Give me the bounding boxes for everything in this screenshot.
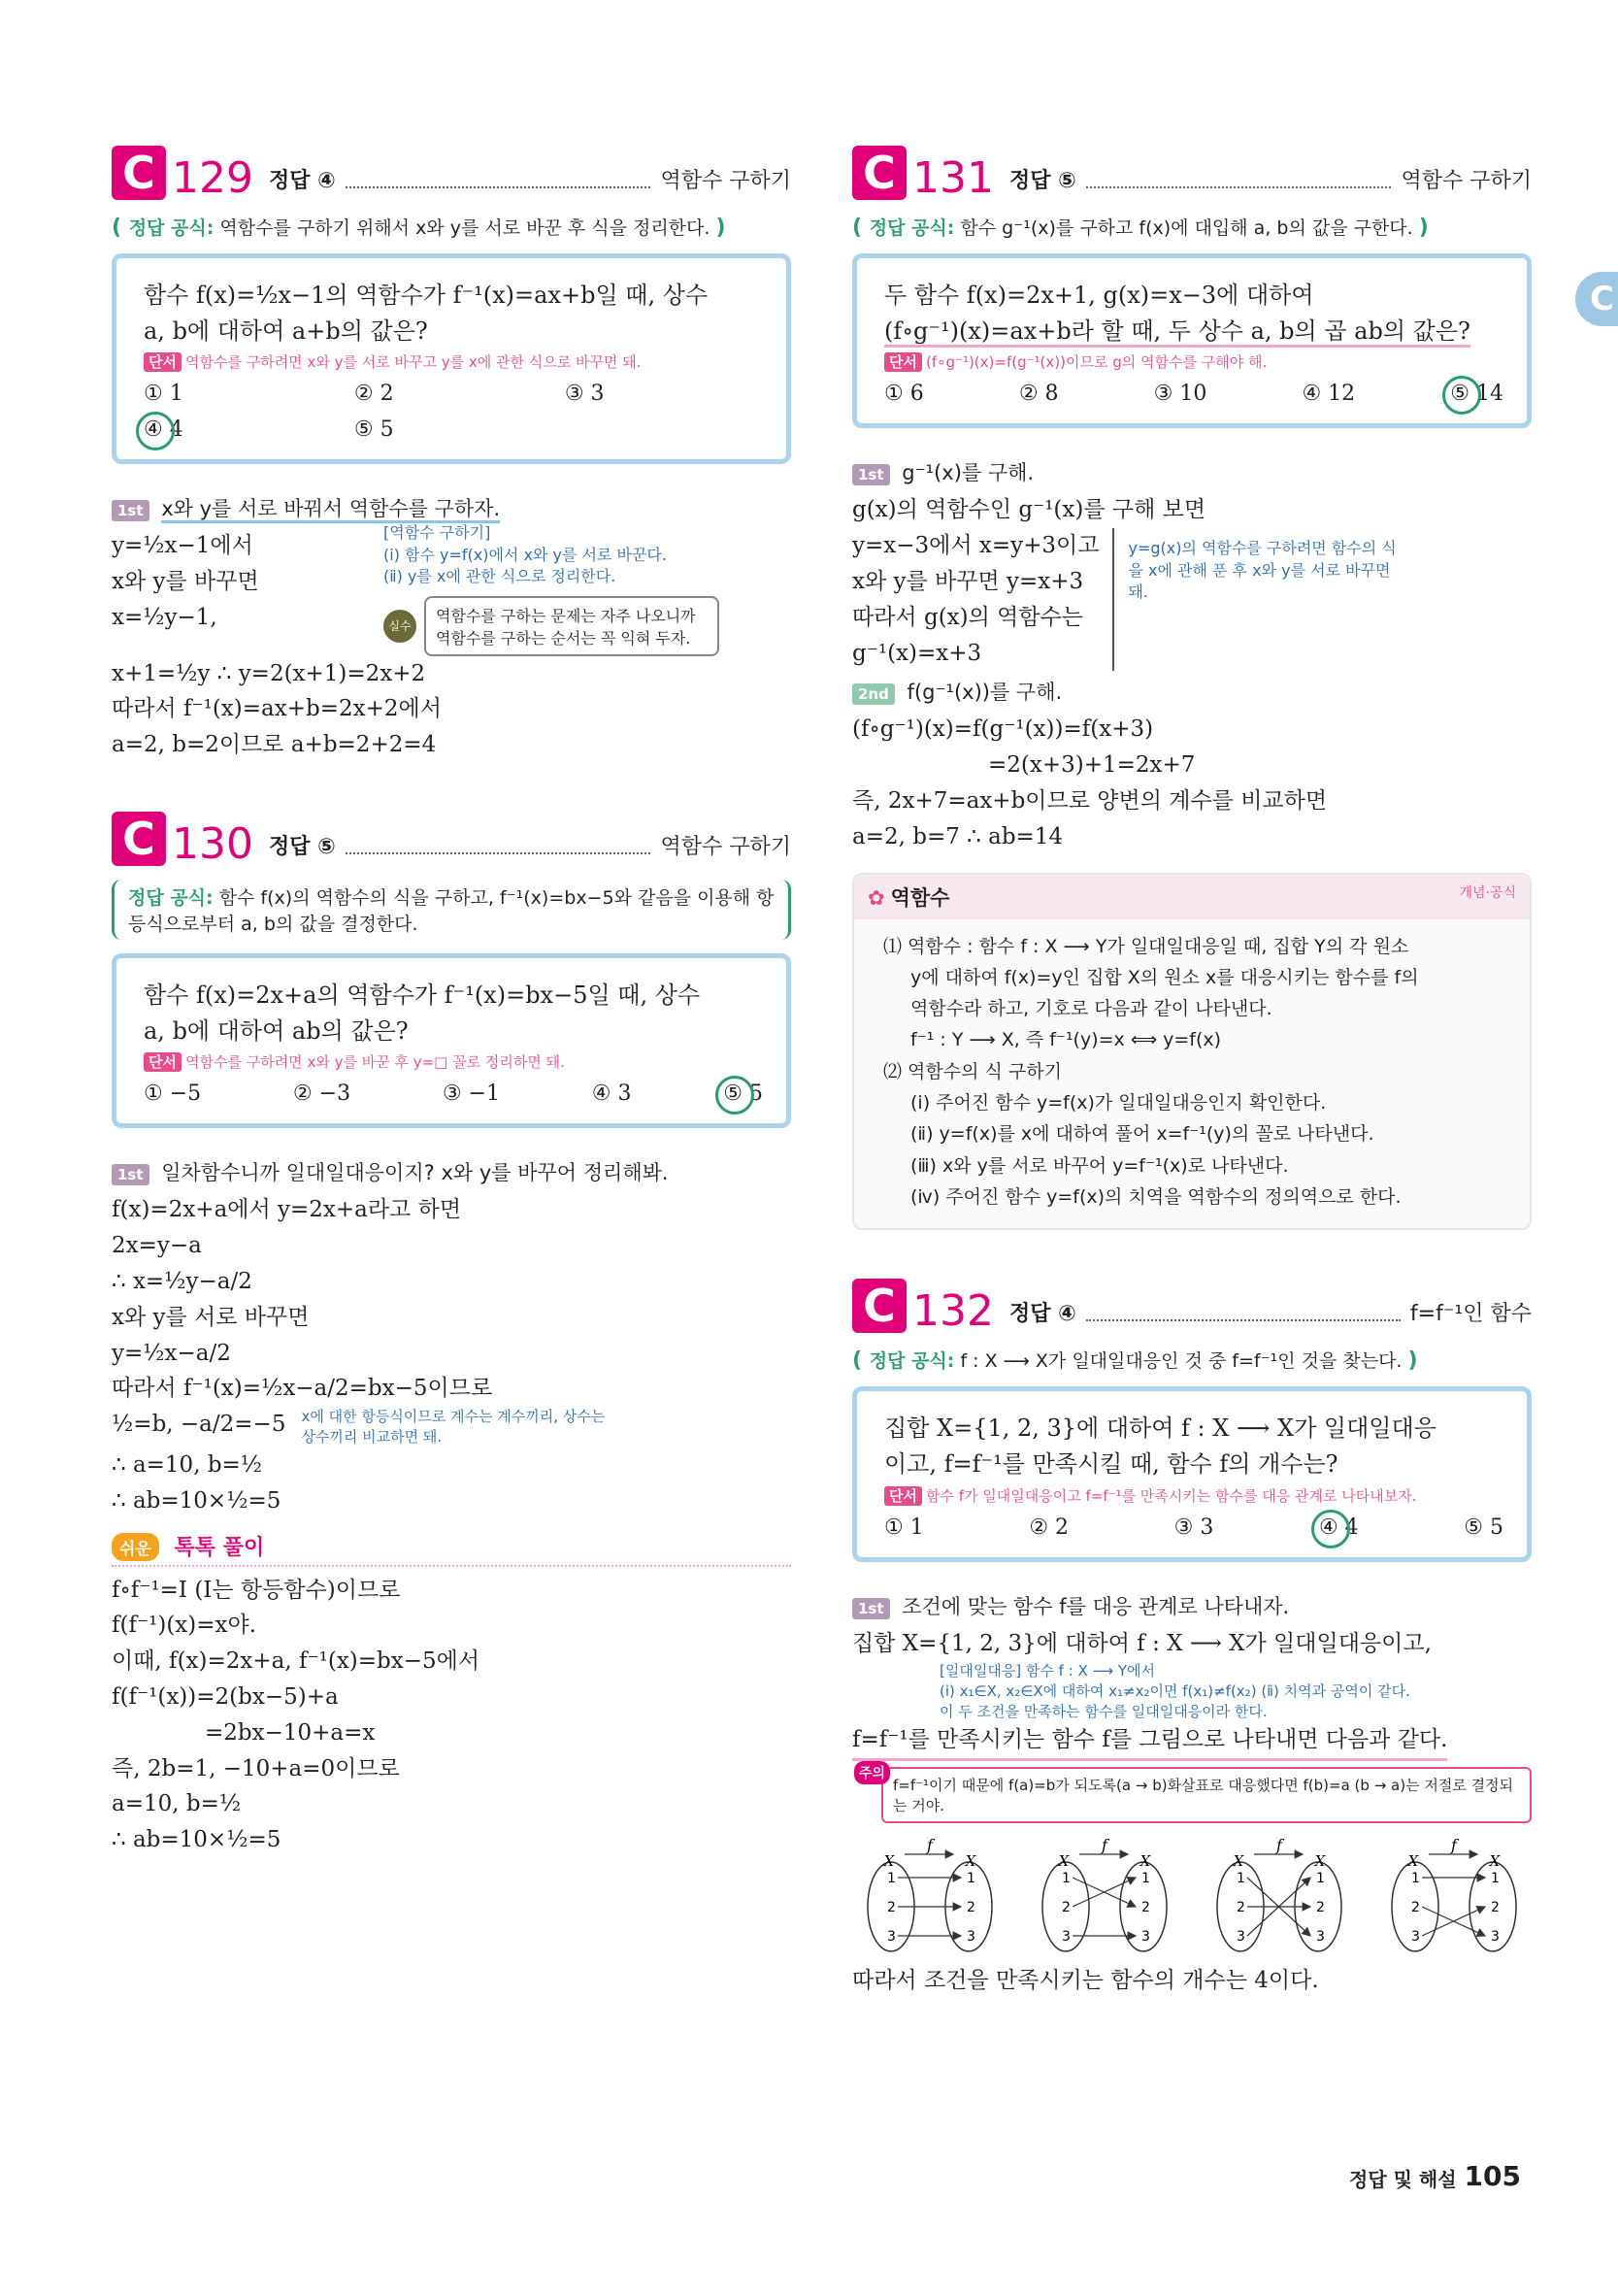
formula-text: 함수 g⁻¹(x)를 구하고 f(x)에 대입해 a, b의 값을 구한다. [960, 217, 1413, 239]
step-text: 조건에 맞는 함수 f를 대응 관계로 나타내자. [902, 1594, 1290, 1618]
sol-line: x와 y를 서로 바꾸면 [112, 1304, 310, 1330]
note-line: (ⅰ) 함수 y=f(x)에서 x와 y를 서로 바꾼다. [383, 545, 667, 564]
p131-number: 131 [912, 153, 994, 203]
step-text: f(g⁻¹(x))를 구해. [907, 681, 1063, 705]
sol-line: 따라서 f⁻¹(x)=ax+b=2x+2에서 [112, 696, 442, 722]
p129-number: 129 [172, 153, 253, 203]
sol-line: 이때, f(x)=2x+a, f⁻¹(x)=bx−5에서 [112, 1648, 480, 1675]
concept-title [868, 882, 949, 912]
p132-step1 [852, 1591, 1532, 1620]
set-label-x: X [1058, 1852, 1070, 1871]
sol-line: 2x=y−a [112, 1233, 202, 1259]
p131-step2 [852, 677, 1532, 706]
hint-text: 함수 f가 일대일대응이고 f=f⁻¹를 만족시키는 함수를 대응 관계로 나타내보자. [925, 1486, 1417, 1505]
map-label-f: f [1451, 1837, 1457, 1855]
sol-line: ∴ a=10, b=½ [112, 1452, 263, 1479]
p132-conclusion [852, 1963, 1532, 1999]
left-column [112, 136, 791, 1858]
p132-badge: C [852, 1279, 907, 1333]
mapping-diagrams [852, 1837, 1532, 1953]
right-column [852, 136, 1532, 1999]
choice: ③ 10 [1153, 382, 1207, 407]
concept-tag: 개념·공식 [1459, 884, 1516, 901]
element-label: 1 [887, 1871, 896, 1887]
step-tag: 1st [112, 1164, 149, 1185]
p130-number: 130 [172, 818, 253, 869]
note: y=g(x)의 역함수를 구하려면 함수의 식을 x에 관해 푼 후 x와 y를 서로 바꾸면 돼. [1128, 539, 1397, 601]
note [383, 522, 772, 587]
p129-side-notes [383, 522, 772, 655]
paren-open: ( [112, 216, 129, 240]
sol-line: f∘f⁻¹=I (I는 항등함수)이므로 [112, 1577, 401, 1603]
p132-number: 132 [912, 1286, 994, 1337]
sol-line: 따라서 f⁻¹(x)=½x−a/2=bx−5이므로 [112, 1376, 493, 1402]
sol-line: g(x)의 역함수인 g⁻¹(x)를 구해 보면 [852, 497, 1206, 523]
p130-answer: 정답 ⑤ [268, 834, 336, 859]
p131-formula [852, 214, 1532, 240]
choice: ③ 3 [1173, 1514, 1214, 1540]
choices [144, 1081, 763, 1106]
formula-text: 역함수를 구하기 위해서 x와 y를 서로 바꾼 후 식을 정리한다. [219, 217, 710, 239]
choice: ③ −1 [442, 1081, 500, 1107]
p129-step1 [112, 493, 791, 522]
hint-tag: 단서 [144, 1052, 182, 1072]
choice: ③ 3 [564, 382, 605, 407]
p131-header [852, 136, 1532, 203]
choice-correct: ④ 4 [1318, 1514, 1359, 1540]
element-label: 1 [1062, 1871, 1071, 1887]
element-label: 3 [887, 1929, 896, 1946]
formula-label: 정답 공식: [128, 886, 214, 909]
step-tag: 1st [852, 464, 890, 485]
p129-topic: 역함수 구하기 [660, 169, 791, 193]
paren-close: ) [715, 216, 726, 240]
sol-line: ∴ x=½y−a/2 [112, 1268, 252, 1294]
sol-line: 집합 X={1, 2, 3}에 대하여 f : X ⟶ X가 일대일대응이고, [852, 1630, 1432, 1656]
concept-header [854, 875, 1530, 919]
p131-badge: C [852, 146, 907, 200]
note: x에 대한 항등식이므로 계수는 계수끼리, 상수는 상수끼리 비교하면 돼. [301, 1408, 606, 1447]
p130-step1 [112, 1157, 791, 1186]
concept-title-text: 역함수 [890, 885, 950, 910]
choice: ① 1 [884, 1514, 924, 1540]
choice: ① 1 [144, 382, 183, 407]
element-label: 2 [1316, 1900, 1325, 1916]
p132-header [852, 1269, 1532, 1337]
element-label: 1 [1316, 1871, 1325, 1887]
set-label-x: X [1407, 1852, 1419, 1871]
p129-answer: 정답 ④ [268, 169, 336, 193]
sol-line: f(f⁻¹)(x)=x야. [112, 1613, 257, 1639]
element-label: 2 [1491, 1900, 1500, 1916]
p129-formula [112, 214, 791, 240]
p131-step1 [852, 457, 1532, 486]
problem-line [884, 314, 1503, 349]
p130-formula [112, 880, 791, 940]
p132-problem-box [852, 1386, 1532, 1561]
sol-line: y=½x−a/2 [112, 1340, 231, 1366]
mistake-text: 역함수를 구하는 문제는 자주 나오니까 역함수를 구하는 순서는 꼭 익혀 두자. [424, 596, 719, 656]
solution-lines [112, 528, 364, 655]
paren-close: ) [1407, 1348, 1418, 1374]
p130-header [112, 802, 791, 869]
note [852, 1661, 1532, 1722]
concept-line: (ⅳ) 주어진 함수 y=f(x)의 치역을 역함수의 정의역으로 한다. [910, 1185, 1402, 1208]
sol-line: =2bx−10+a=x [205, 1719, 376, 1746]
p132-formula [852, 1347, 1532, 1373]
note-line: (ⅰ) x₁∈X, x₂∈X에 대하여 x₁≠x₂이면 f(x₁)≠f(x₂) (ⅱ) 치역과 공역이 같다. [940, 1682, 1410, 1701]
hint-text: 역함수를 구하려면 x와 y를 바꾼 후 y=□ 꼴로 정리하면 돼. [184, 1053, 565, 1072]
formula-label: 정답 공식: [128, 217, 215, 239]
concept-line: f⁻¹ : Y ⟶ X, 즉 f⁻¹(y)=x ⟺ y=f(x) [910, 1029, 1222, 1051]
choice: ④ 12 [1302, 382, 1356, 407]
leader-dots [346, 852, 651, 854]
element-label: 1 [1141, 1871, 1150, 1887]
sol-line: y=½x−1에서 [112, 533, 253, 559]
choice: ⑤ 5 [1464, 1514, 1503, 1540]
choice-correct: ⑤ 14 [1450, 382, 1503, 407]
p129-solution [112, 523, 791, 655]
sol-line: f(f⁻¹(x))=2(bx−5)+a [112, 1684, 339, 1711]
formula-text: 함수 f(x)의 역함수의 식을 구하고, f⁻¹(x)=bx−5와 같음을 이용해 항등식으로부터 a, b의 값을 결정한다. [128, 886, 775, 935]
p129-badge: C [112, 146, 166, 200]
leader-dots [346, 186, 651, 188]
choice: ① −5 [144, 1081, 202, 1107]
sol-line: 따라서 조건을 만족시키는 함수의 개수는 4이다. [852, 1968, 1319, 1994]
step-text: g⁻¹(x)를 구해. [902, 461, 1035, 485]
sol-with-note [852, 528, 1532, 671]
sol-line: f=f⁻¹를 만족시키는 함수 f를 그림으로 나타내면 다음과 같다. [852, 1722, 1447, 1761]
note-line: 이 두 조건을 만족하는 함수를 일대일대응이라 한다. [940, 1703, 1268, 1721]
sol-line: 따라서 g(x)의 역함수는 [852, 604, 1084, 630]
element-label: 2 [967, 1900, 975, 1916]
set-label-x: X [1314, 1852, 1326, 1871]
step-tag: 1st [852, 1598, 890, 1619]
hint [884, 1485, 1503, 1506]
sol-line: a=10, b=½ [112, 1791, 242, 1817]
element-label: 1 [1237, 1871, 1245, 1887]
sol-line: a=2, b=2이므로 a+b=2+2=4 [112, 732, 437, 758]
step-text: x와 y를 서로 바꿔서 역함수를 구하자. [161, 497, 500, 523]
formula-label: 정답 공식: [869, 217, 955, 239]
p130-topic: 역함수 구하기 [660, 834, 791, 859]
problem-highlight: (f∘g⁻¹)(x)=ax+b라 할 때, 두 상수 a, b의 곱 ab의 값은? [884, 317, 1470, 348]
note-line: (ⅱ) y를 x에 관한 식으로 정리한다. [383, 567, 616, 586]
sol-line: ½=b, −a/2=−5 [112, 1412, 286, 1438]
problem-line: 함수 f(x)=½x−1의 역함수가 f⁻¹(x)=ax+b일 때, 상수 [144, 282, 709, 309]
p131-solution2 [852, 712, 1532, 854]
choice-correct: ④ 4 [144, 417, 342, 442]
toktok-title: 톡톡 풀이 [174, 1535, 265, 1560]
choice: ① 6 [884, 382, 924, 407]
mapping-diagram-2 [1027, 1837, 1182, 1953]
sol-with-note [112, 1407, 791, 1447]
formula-text: f : X ⟶ X가 일대일대응인 것 중 f=f⁻¹인 것을 찾는다. [960, 1350, 1403, 1373]
hint-tag: 단서 [144, 352, 182, 372]
sol-line: 즉, 2b=1, −10+a=0이므로 [112, 1755, 400, 1781]
concept-line: (ⅱ) y=f(x)를 x에 대하여 풀어 x=f⁻¹(y)의 꼴로 나타낸다. [910, 1123, 1374, 1146]
leader-dots [1086, 186, 1392, 188]
paren-close: ) [1418, 216, 1429, 240]
concept-line: (ⅰ) 주어진 함수 y=f(x)가 일대일대응인지 확인한다. [910, 1092, 1327, 1115]
formula-label: 정답 공식: [869, 1350, 955, 1373]
hint-tag: 단서 [884, 1486, 922, 1506]
element-label: 1 [1491, 1871, 1500, 1887]
paren-open: ( [852, 1348, 870, 1374]
hint-tag: 단서 [884, 352, 922, 372]
sol-bracket [852, 528, 1114, 671]
sol-line: x+1=½y ∴ y=2(x+1)=2x+2 [112, 660, 426, 686]
step-text: 일차함수니까 일대일대응이지? x와 y를 바꾸어 정리해봐. [161, 1161, 669, 1185]
leader-dots [1086, 1319, 1401, 1321]
choice-correct: ⑤ 5 [723, 1081, 763, 1107]
mistake-icon: 실수 [383, 610, 416, 643]
p131-answer: 정답 ⑤ [1008, 169, 1076, 193]
element-label: 3 [1141, 1929, 1150, 1946]
set-label-x: X [1233, 1852, 1244, 1871]
sol-line: g⁻¹(x)=x+3 [852, 640, 982, 666]
concept-body [854, 919, 1530, 1229]
element-label: 3 [967, 1929, 975, 1946]
sol-line: a=2, b=7 ∴ ab=14 [852, 823, 1064, 849]
concept-box [852, 873, 1532, 1231]
sol-line: x와 y를 바꾸면 [112, 569, 259, 595]
problem-line: 두 함수 f(x)=2x+1, g(x)=x−3에 대하여 [884, 282, 1314, 309]
toktok-badge: 쉬운 [112, 1533, 159, 1561]
choice: ② 2 [353, 382, 394, 407]
note-title: [역함수 구하기] [383, 523, 491, 543]
problem-line: 집합 X={1, 2, 3}에 대하여 f : X ⟶ X가 일대일대응 [884, 1414, 1436, 1443]
choice: ② 2 [1029, 1514, 1070, 1540]
map-label-f: f [1102, 1837, 1107, 1855]
concept-line: ⑵ 역함수의 식 구하기 [883, 1060, 1062, 1082]
choices [884, 1515, 1503, 1540]
caution-tag: 주의 [854, 1761, 890, 1784]
element-label: 2 [887, 1900, 896, 1916]
element-label: 3 [1491, 1929, 1500, 1946]
choice: ② −3 [292, 1081, 351, 1107]
page-number: 105 [1464, 2160, 1521, 2192]
problem-line: 함수 f(x)=2x+a의 역함수가 f⁻¹(x)=bx−5일 때, 상수 [144, 981, 701, 1009]
sol-line: x와 y를 바꾸면 y=x+3 [852, 568, 1084, 594]
p130-toktok-header [112, 1531, 791, 1567]
concept-line: y에 대하여 f(x)=y인 집합 X의 원소 x를 대응시키는 함수를 f의 [910, 966, 1419, 988]
choices [884, 382, 1503, 406]
element-label: 1 [1411, 1871, 1420, 1887]
concept-line: (ⅲ) x와 y를 서로 바꾸어 y=f⁻¹(x)로 나타낸다. [910, 1154, 1289, 1177]
set-label-x: X [1489, 1852, 1501, 1871]
set-label-x: X [965, 1852, 976, 1871]
p130-solution [112, 1192, 791, 1518]
element-label: 3 [1411, 1929, 1420, 1946]
p130-problem-box [112, 953, 791, 1128]
note-title: [일대일대응] 함수 f : X ⟶ Y에서 [940, 1662, 1156, 1680]
element-label: 2 [1062, 1900, 1071, 1916]
mapping-diagram-1 [852, 1837, 1007, 1953]
sol-line: ∴ ab=10×½=5 [112, 1827, 281, 1853]
p131-topic: 역함수 구하기 [1401, 169, 1532, 193]
problem-line: a, b에 대하여 ab의 값은? [144, 1017, 409, 1046]
paren-open: ( [852, 216, 870, 240]
step-tag: 1st [112, 500, 149, 521]
p132-topic: f=f⁻¹인 함수 [1409, 1302, 1532, 1327]
footer-label: 정답 및 해설 [1349, 2168, 1457, 2191]
flower-icon: ✿ [868, 885, 885, 910]
p131-problem-box [852, 253, 1532, 428]
hint [144, 351, 763, 372]
hint [144, 1051, 763, 1072]
concept-line: 역함수라 하고, 기호로 다음과 같이 나타낸다. [910, 998, 1272, 1020]
p130-toktok-solution [112, 1573, 791, 1858]
caution-text: f=f⁻¹이기 때문에 f(a)=b가 되도록(a → b)화살표로 대응했다면 f(b)=a (b → a)는 저절로 결정되는 거야. [893, 1777, 1514, 1815]
choice: ④ 3 [591, 1081, 632, 1107]
p129-header [112, 136, 791, 203]
sol-line: (f∘g⁻¹)(x)=f(g⁻¹(x))=f(x+3) [852, 716, 1154, 743]
choices [144, 382, 763, 442]
problem-line: a, b에 대하여 a+b의 값은? [144, 317, 428, 346]
p129-problem-box [112, 253, 791, 464]
page-footer [1349, 2160, 1521, 2192]
element-label: 2 [1141, 1900, 1150, 1916]
choice: ⑤ 5 [353, 417, 394, 443]
set-label-x: X [883, 1852, 895, 1871]
side-chapter-tab: C [1575, 272, 1618, 326]
sol-line: 즉, 2x+7=ax+b이므로 양변의 계수를 비교하면 [852, 787, 1328, 814]
caution-box [859, 1766, 1532, 1823]
element-label: 1 [967, 1871, 975, 1887]
element-label: 2 [1411, 1900, 1420, 1916]
problem-line: 이고, f=f⁻¹를 만족시킬 때, 함수 f의 개수는? [884, 1450, 1338, 1479]
p132-answer: 정답 ④ [1008, 1302, 1076, 1327]
map-label-f: f [1276, 1837, 1282, 1855]
sol-line: ∴ ab=10×½=5 [112, 1487, 281, 1514]
sol-line: =2(x+3)+1=2x+7 [988, 752, 1196, 779]
choice: ② 8 [1018, 382, 1059, 407]
map-label-f: f [927, 1837, 933, 1855]
sol-line: x=½y−1, [112, 604, 217, 630]
element-label: 3 [1237, 1929, 1245, 1946]
mapping-diagram-4 [1376, 1837, 1532, 1953]
mapping-diagram-3 [1202, 1837, 1357, 1953]
mistake-note [383, 596, 772, 656]
element-label: 3 [1062, 1929, 1071, 1946]
set-label-x: X [1139, 1852, 1151, 1871]
concept-line: ⑴ 역함수 : 함수 f : X ⟶ Y가 일대일대응일 때, 집합 Y의 각 원소 [883, 935, 1409, 957]
p129-solution-rest [112, 656, 791, 763]
p130-badge: C [112, 812, 166, 866]
sol-line: y=x−3에서 x=y+3이고 [852, 533, 1100, 559]
hint-text: (f∘g⁻¹)(x)=f(g⁻¹(x))이므로 g의 역함수를 구해야 해. [925, 353, 1268, 372]
p132-solution [852, 1626, 1532, 1762]
hint [884, 351, 1503, 372]
element-label: 3 [1316, 1929, 1325, 1946]
p131-solution1 [852, 492, 1532, 671]
sol-line: f(x)=2x+a에서 y=2x+a라고 하면 [112, 1197, 462, 1223]
hint-text: 역함수를 구하려면 x와 y를 서로 바꾸고 y를 x에 관한 식으로 바꾸면 돼. [184, 353, 642, 372]
step-tag: 2nd [852, 683, 895, 705]
element-label: 2 [1237, 1900, 1245, 1916]
